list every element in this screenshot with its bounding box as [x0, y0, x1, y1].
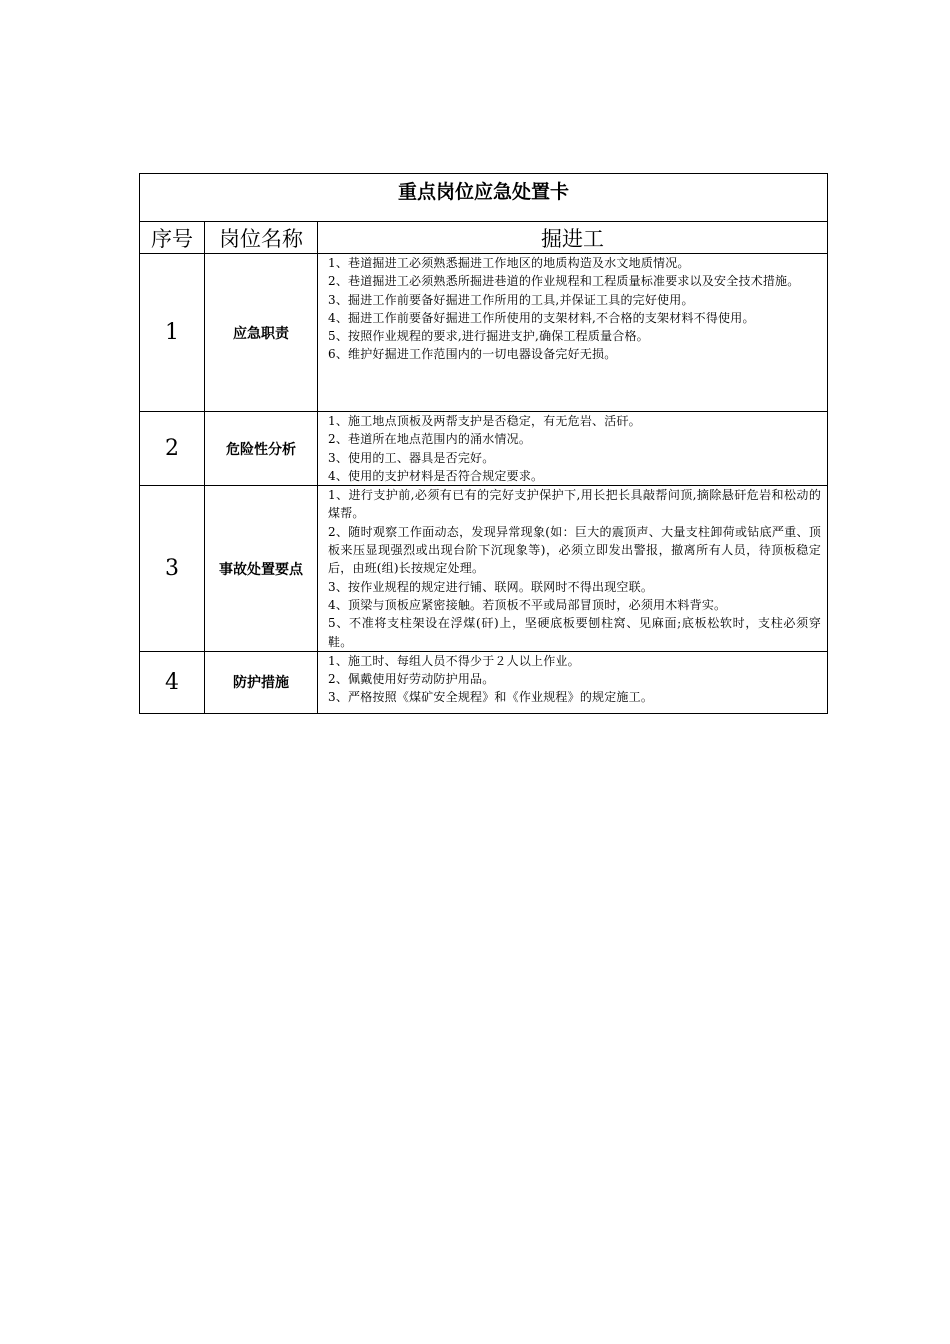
header-row — [140, 222, 828, 254]
table-row-protection — [140, 651, 828, 713]
content-line: 2、巷道所在地点范围内的涌水情况。 — [328, 432, 532, 447]
table-row-handling — [140, 486, 828, 652]
content-line: 3、掘进工作前要备好掘进工作所用的工具,并保证工具的完好使用。 — [328, 292, 694, 307]
content-line: 4、使用的支护材料是否符合规定要求。 — [328, 468, 544, 483]
content-line: 1、施工地点顶板及两帮支护是否稳定，有无危岩、活矸。 — [328, 414, 641, 428]
table-row-risk — [140, 412, 828, 486]
content-line: 5、按照作业规程的要求,进行掘进支护,确保工程质量合格。 — [328, 329, 649, 344]
row-name: 事故处置要点 — [205, 486, 318, 652]
content-line: 3、严格按照《煤矿安全规程》和《作业规程》的规定施工。 — [328, 690, 654, 705]
row-content — [318, 412, 828, 486]
content-line: 4、掘进工作前要备好掘进工作所使用的支架材料,不合格的支架材料不得使用。 — [328, 310, 755, 325]
content-line: 3、使用的工、器具是否完好。 — [328, 450, 495, 465]
row-name: 防护措施 — [205, 651, 318, 713]
content-line: 2、佩戴使用好劳动防护用品。 — [328, 672, 495, 687]
row-name: 应急职责 — [205, 254, 318, 412]
header-seq: 序号 — [140, 222, 205, 254]
content-line: 4、顶梁与顶板应紧密接触。若顶板不平或局部冒顶时，必须用木料背实。 — [328, 597, 727, 612]
table-row-duties — [140, 254, 828, 412]
content-line: 1、巷道掘进工必须熟悉掘进工作地区的地质构造及水文地质情况。 — [328, 256, 690, 270]
content-line: 2、随时观察工作面动态，发现异常现象(如：巨大的震顶声、大量支柱卸荷或钻底严重、顶板来压显现强烈或出现台阶下沉现象等)，必须立即发出警报，撤离所有人员，待顶板稳定后，由班(组)长按规定处理。 — [328, 524, 822, 576]
header-job: 掘进工 — [318, 222, 828, 254]
card-title: 重点岗位应急处置卡 — [140, 174, 828, 222]
row-number: 3 — [140, 486, 205, 652]
row-content — [318, 486, 828, 652]
content-line: 6、维护好掘进工作范围内的一切电器设备完好无损。 — [328, 347, 617, 362]
title-row — [140, 174, 828, 222]
content-line: 3、按作业规程的规定进行铺、联网。联网时不得出现空联。 — [328, 579, 654, 594]
row-content — [318, 651, 828, 713]
content-line: 5、不准将支柱架设在浮煤(矸)上，坚硬底板要刨柱窝、见麻面;底板松软时，支柱必须穿鞋。 — [328, 616, 822, 649]
content-line: 1、进行支护前,必须有已有的完好支护保护下,用长把长具敲帮问顶,摘除悬矸危岩和松动的煤帮。 — [328, 488, 822, 521]
row-number: 2 — [140, 412, 205, 486]
emergency-card-table — [139, 173, 828, 714]
header-position: 岗位名称 — [205, 222, 318, 254]
row-number: 4 — [140, 651, 205, 713]
row-name: 危险性分析 — [205, 412, 318, 486]
row-number: 1 — [140, 254, 205, 412]
content-line: 2、巷道掘进工必须熟悉所掘进巷道的作业规程和工程质量标准要求以及安全技术措施。 — [328, 274, 800, 289]
row-content — [318, 254, 828, 412]
content-line: 1、施工时、每组人员不得少于２人以上作业。 — [328, 653, 580, 668]
